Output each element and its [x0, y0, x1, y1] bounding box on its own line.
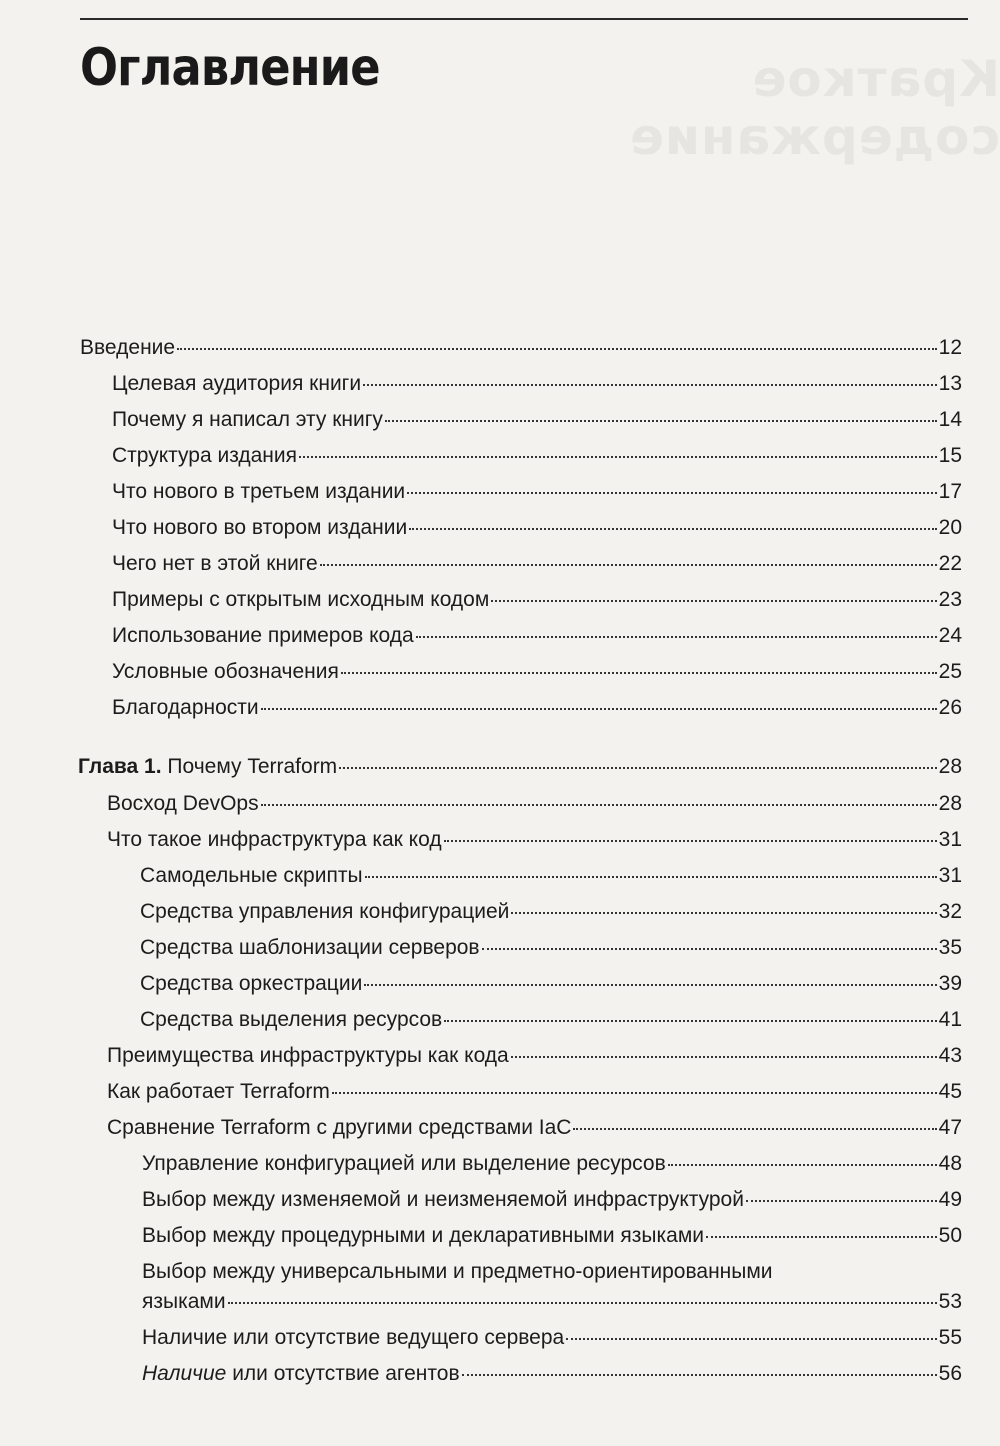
toc-entry[interactable]: Самодельные скрипты 31: [140, 864, 962, 887]
toc-entry[interactable]: Что нового в третьем издании 17: [112, 480, 962, 503]
ghost-title: Краткое содержание: [628, 50, 1000, 166]
toc-entry-chapter-1[interactable]: Глава 1. Почему Terraform 28: [78, 755, 962, 778]
toc-entry[interactable]: Что нового во втором издании 20: [112, 516, 962, 539]
toc-entry[interactable]: Средства управления конфигурацией 32: [140, 900, 962, 923]
toc-entry[interactable]: Средства оркестрации 39: [140, 972, 962, 995]
toc-entry[interactable]: Управление конфигурацией или выделение ресурсов 48: [142, 1152, 962, 1175]
toc-entry[interactable]: Сравнение Terraform с другими средствами IaC 47: [107, 1116, 962, 1139]
toc-entry[interactable]: Выбор между процедурными и декларативными языками 50: [142, 1224, 962, 1247]
toc-entry[interactable]: Восход DevOps 28: [107, 792, 962, 815]
toc-entry[interactable]: Почему я написал эту книгу 14: [112, 408, 962, 431]
page-title: Оглавление: [80, 38, 380, 98]
toc-entry[interactable]: языками 53: [142, 1290, 962, 1313]
toc-entry[interactable]: Средства выделения ресурсов 41: [140, 1008, 962, 1031]
toc-entry[interactable]: Чего нет в этой книге 22: [112, 552, 962, 575]
toc-entry[interactable]: Целевая аудитория книги 13: [112, 372, 962, 395]
toc-entry[interactable]: Структура издания 15: [112, 444, 962, 467]
toc-entry-intro[interactable]: Введение 12: [80, 336, 962, 359]
toc-entry-line1[interactable]: Выбор между универсальными и предметно-ориентированными: [142, 1260, 773, 1283]
toc-entry[interactable]: Наличие или отсутствие ведущего сервера 55: [142, 1326, 962, 1349]
toc-entry[interactable]: Благодарности 26: [112, 696, 962, 719]
toc-entry[interactable]: Примеры с открытым исходным кодом 23: [112, 588, 962, 611]
toc-entry[interactable]: Преимущества инфраструктуры как кода 43: [107, 1044, 962, 1067]
toc-entry[interactable]: Что такое инфраструктура как код 31: [107, 828, 962, 851]
top-rule: [80, 18, 968, 20]
toc-entry[interactable]: Использование примеров кода 24: [112, 624, 962, 647]
toc-entry[interactable]: Как работает Terraform 45: [107, 1080, 962, 1103]
chapter-label: Глава 1.: [78, 755, 162, 778]
toc-entry[interactable]: Наличие или отсутствие агентов 56: [142, 1362, 962, 1385]
toc-entry[interactable]: Выбор между изменяемой и неизменяемой инфраструктурой 49: [142, 1188, 962, 1211]
toc-entry[interactable]: Средства шаблонизации серверов 35: [140, 936, 962, 959]
toc-entry[interactable]: Условные обозначения 25: [112, 660, 962, 683]
chapter-title: Почему Terraform: [167, 755, 338, 778]
